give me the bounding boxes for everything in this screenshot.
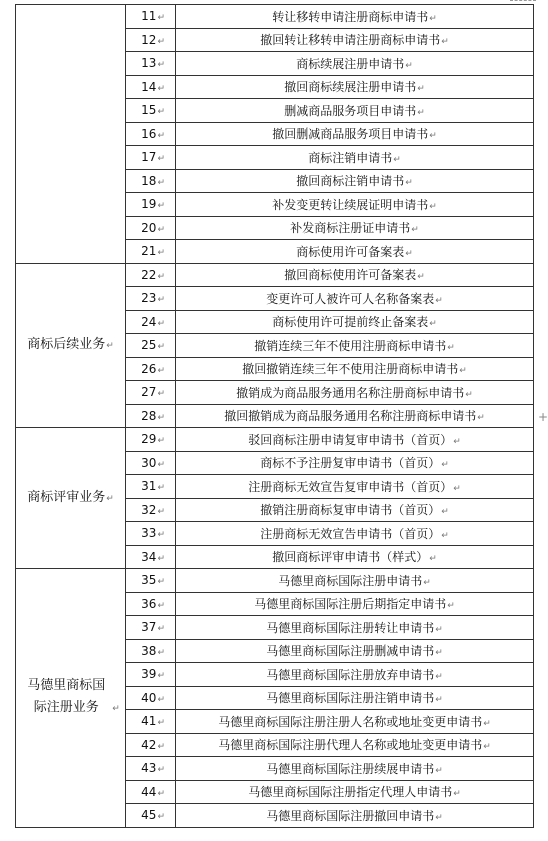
paragraph-mark: ↵ — [423, 577, 431, 588]
paragraph-mark: ↵ — [157, 224, 165, 235]
row-number: 42 — [141, 737, 157, 752]
form-name: 撤销注册商标复审申请书（首页） — [260, 503, 441, 518]
paragraph-mark: ↵ — [453, 436, 461, 447]
form-name-cell — [176, 663, 534, 687]
paragraph-mark: ↵ — [157, 60, 165, 71]
row-number: 32 — [141, 502, 157, 517]
row-number-cell — [126, 428, 176, 452]
form-name: 马德里商标国际注册注销申请书 — [266, 691, 435, 706]
paragraph-mark: ↵ — [157, 13, 165, 24]
table-row — [16, 428, 534, 452]
paragraph-mark: ↵ — [157, 788, 165, 799]
row-number: 28 — [141, 408, 157, 423]
table-row — [16, 569, 534, 593]
paragraph-mark: ↵ — [429, 131, 437, 142]
paragraph-mark: ↵ — [435, 765, 443, 776]
form-name: 撤回商标使用许可备案表 — [284, 268, 417, 283]
form-name: 马德里商标国际注册续展申请书 — [266, 761, 435, 776]
paragraph-mark: ↵ — [112, 704, 120, 715]
form-name: 马德里商标国际注册代理人名称或地址变更申请书 — [218, 738, 483, 753]
paragraph-mark: ↵ — [157, 201, 165, 212]
paragraph-mark: ↵ — [417, 272, 425, 283]
form-name: 商标使用许可提前终止备案表 — [272, 315, 429, 330]
row-number: 38 — [141, 643, 157, 658]
paragraph-mark: ↵ — [393, 154, 401, 165]
application-form-table — [15, 4, 534, 828]
row-number: 17 — [141, 150, 157, 165]
paragraph-mark: ↵ — [157, 248, 165, 259]
row-number-cell — [126, 569, 176, 593]
row-number: 20 — [141, 220, 157, 235]
row-number-cell — [126, 522, 176, 546]
paragraph-mark: ↵ — [157, 83, 165, 94]
paragraph-mark: ↵ — [429, 13, 437, 24]
row-number-cell — [126, 804, 176, 828]
form-name-cell — [176, 616, 534, 640]
form-name-cell — [176, 404, 534, 428]
paragraph-mark: ↵ — [157, 694, 165, 705]
paragraph-mark: ↵ — [441, 37, 449, 48]
paragraph-mark: ↵ — [106, 340, 114, 351]
row-number-cell — [126, 733, 176, 757]
paragraph-mark: ↵ — [441, 460, 449, 471]
paragraph-mark: ↵ — [157, 154, 165, 165]
paragraph-mark: ↵ — [157, 436, 165, 447]
row-number: 39 — [141, 667, 157, 682]
form-name-cell — [176, 169, 534, 193]
paragraph-mark: ↵ — [435, 648, 443, 659]
paragraph-mark: ↵ — [157, 483, 165, 494]
form-name-cell — [176, 780, 534, 804]
paragraph-mark: ↵ — [447, 342, 455, 353]
row-number-cell — [126, 475, 176, 499]
category-label: 马德里商标国际注册业务 — [27, 678, 106, 716]
paragraph-mark: ↵ — [157, 812, 165, 823]
form-name: 商标续展注册申请书 — [296, 56, 405, 71]
row-number-cell — [126, 686, 176, 710]
row-number-cell — [126, 334, 176, 358]
paragraph-mark: ↵ — [453, 789, 461, 800]
paragraph-mark: ↵ — [157, 295, 165, 306]
paragraph-mark: ↵ — [157, 553, 165, 564]
form-name: 撤回撤销连续三年不使用注册商标申请书 — [242, 362, 459, 377]
table-row — [16, 5, 534, 29]
form-name-cell — [176, 686, 534, 710]
paragraph-mark: ↵ — [435, 624, 443, 635]
form-name: 撤回商标注销申请书 — [296, 174, 405, 189]
row-number: 12 — [141, 32, 157, 47]
row-number-cell — [126, 240, 176, 264]
paragraph-mark: ↵ — [459, 366, 467, 377]
form-name-cell — [176, 522, 534, 546]
row-number: 40 — [141, 690, 157, 705]
row-number: 18 — [141, 173, 157, 188]
paragraph-mark: ↵ — [157, 459, 165, 470]
paragraph-mark: ↵ — [157, 741, 165, 752]
form-name: 商标使用许可备案表 — [296, 244, 405, 259]
row-number: 19 — [141, 197, 157, 212]
form-name: 撤销成为商品服务通用名称注册商标申请书 — [236, 385, 465, 400]
paragraph-mark: ↵ — [157, 365, 165, 376]
form-name: 商标不予注册复审申请书（首页） — [260, 456, 441, 471]
row-number-cell — [126, 193, 176, 217]
paragraph-mark: ↵ — [157, 177, 165, 188]
form-name: 撤回删减商品服务项目申请书 — [272, 127, 429, 142]
form-name-cell — [176, 216, 534, 240]
row-number-cell — [126, 5, 176, 29]
paragraph-mark: ↵ — [157, 412, 165, 423]
form-name: 驳回商标注册申请复审申请书（首页） — [248, 432, 453, 447]
row-number-cell — [126, 52, 176, 76]
paragraph-mark: ↵ — [411, 225, 419, 236]
category-label: 商标后续业务 — [27, 336, 106, 352]
form-name-cell — [176, 545, 534, 569]
row-number-cell — [126, 498, 176, 522]
form-name-cell — [176, 75, 534, 99]
form-name-cell — [176, 733, 534, 757]
form-name: 补发变更转让续展证明申请书 — [272, 197, 429, 212]
form-name-cell — [176, 710, 534, 734]
paragraph-mark: ↵ — [157, 271, 165, 282]
category-label: 商标评审业务 — [27, 489, 106, 505]
form-name: 马德里商标国际注册注册人名称或地址变更申请书 — [218, 714, 483, 729]
page-edge-mark — [510, 0, 536, 2]
form-name-cell — [176, 357, 534, 381]
paragraph-mark: ↵ — [157, 671, 165, 682]
form-name: 撤回商标续展注册申请书 — [284, 80, 417, 95]
form-name: 马德里商标国际注册转让申请书 — [266, 620, 435, 635]
paragraph-mark: ↵ — [157, 342, 165, 353]
row-number: 26 — [141, 361, 157, 376]
paragraph-mark: ↵ — [405, 60, 413, 71]
row-number-cell — [126, 451, 176, 475]
row-number: 25 — [141, 338, 157, 353]
paragraph-mark: ↵ — [157, 36, 165, 47]
form-name: 转让移转申请注册商标申请书 — [272, 9, 429, 24]
row-number: 29 — [141, 432, 157, 447]
form-name-cell — [176, 498, 534, 522]
form-name: 马德里商标国际注册删减申请书 — [266, 644, 435, 659]
form-name: 马德里商标国际注册撤回申请书 — [266, 808, 435, 823]
form-name-cell — [176, 475, 534, 499]
form-name-cell — [176, 310, 534, 334]
paragraph-mark: ↵ — [405, 178, 413, 189]
form-name-cell — [176, 569, 534, 593]
row-number: 14 — [141, 79, 157, 94]
paragraph-mark: ↵ — [157, 530, 165, 541]
row-number: 43 — [141, 761, 157, 776]
paragraph-mark: ↵ — [157, 577, 165, 588]
category-cell — [16, 5, 126, 264]
row-number-cell — [126, 381, 176, 405]
paragraph-mark: ↵ — [405, 248, 413, 259]
paragraph-mark: ↵ — [157, 318, 165, 329]
form-name-cell — [176, 381, 534, 405]
paragraph-mark: ↵ — [157, 600, 165, 611]
row-number: 15 — [141, 103, 157, 118]
row-number: 13 — [141, 56, 157, 71]
row-number: 16 — [141, 126, 157, 141]
form-name-cell — [176, 451, 534, 475]
form-name-cell — [176, 804, 534, 828]
paragraph-mark: ↵ — [435, 812, 443, 823]
row-number-cell — [126, 663, 176, 687]
form-name-cell — [176, 122, 534, 146]
form-name: 撤回撤销成为商品服务通用名称注册商标申请书 — [224, 409, 477, 424]
form-name-cell — [176, 592, 534, 616]
paragraph-mark: ↵ — [157, 624, 165, 635]
row-number-cell — [126, 28, 176, 52]
form-name-cell — [176, 287, 534, 311]
row-number-cell — [126, 404, 176, 428]
form-name-cell — [176, 5, 534, 29]
paragraph-mark: ↵ — [157, 130, 165, 141]
form-name-cell — [176, 28, 534, 52]
row-number: 24 — [141, 314, 157, 329]
row-number: 11 — [141, 9, 157, 24]
paragraph-mark: ↵ — [483, 742, 491, 753]
form-name: 注册商标无效宣告申请书（首页） — [260, 526, 441, 541]
paragraph-mark: ↵ — [441, 507, 449, 518]
form-name: 撤销连续三年不使用注册商标申请书 — [254, 338, 447, 353]
paragraph-mark: ↵ — [157, 107, 165, 118]
row-number-cell — [126, 287, 176, 311]
paragraph-mark: ↵ — [417, 107, 425, 118]
paragraph-mark: ↵ — [465, 389, 473, 400]
form-name: 马德里商标国际注册后期指定申请书 — [254, 597, 447, 612]
paragraph-mark: ↵ — [157, 765, 165, 776]
row-number-cell — [126, 122, 176, 146]
form-name-cell — [176, 428, 534, 452]
row-number: 37 — [141, 620, 157, 635]
row-number-cell — [126, 639, 176, 663]
row-number-cell — [126, 616, 176, 640]
category-cell — [16, 569, 126, 828]
row-number: 44 — [141, 784, 157, 799]
row-number: 31 — [141, 479, 157, 494]
row-number: 41 — [141, 714, 157, 729]
form-name: 马德里商标国际注册申请书 — [278, 573, 423, 588]
row-number-cell — [126, 545, 176, 569]
row-number: 35 — [141, 573, 157, 588]
row-number: 30 — [141, 455, 157, 470]
row-number-cell — [126, 263, 176, 287]
paragraph-mark: ↵ — [417, 84, 425, 95]
paragraph-mark: ↵ — [453, 483, 461, 494]
row-number: 22 — [141, 267, 157, 282]
row-number: 45 — [141, 808, 157, 823]
row-number-cell — [126, 75, 176, 99]
form-name: 撤回商标评审申请书（样式） — [272, 550, 429, 565]
paragraph-mark: ↵ — [429, 319, 437, 330]
table-body — [16, 5, 534, 828]
row-number: 21 — [141, 244, 157, 259]
form-name: 马德里商标国际注册放弃申请书 — [266, 667, 435, 682]
form-name: 变更许可人被许可人名称备案表 — [266, 291, 435, 306]
form-name-cell — [176, 263, 534, 287]
row-number-cell — [126, 592, 176, 616]
form-name-cell — [176, 52, 534, 76]
paragraph-mark: ↵ — [157, 506, 165, 517]
row-number-cell — [126, 757, 176, 781]
paragraph-mark: ↵ — [435, 671, 443, 682]
form-name-cell — [176, 99, 534, 123]
row-number-cell — [126, 310, 176, 334]
paragraph-mark: ↵ — [483, 718, 491, 729]
paragraph-mark: ↵ — [157, 718, 165, 729]
form-name: 商标注销申请书 — [308, 150, 393, 165]
row-number-cell — [126, 169, 176, 193]
form-name: 撤回转让移转申请注册商标申请书 — [260, 33, 441, 48]
paragraph-mark: ↵ — [157, 647, 165, 658]
paragraph-mark: ↵ — [477, 413, 485, 424]
paragraph-mark: ↵ — [106, 493, 114, 504]
form-name-cell — [176, 146, 534, 170]
form-name: 补发商标注册证申请书 — [290, 221, 411, 236]
form-name-cell — [176, 240, 534, 264]
form-name: 删减商品服务项目申请书 — [284, 103, 417, 118]
form-name-cell — [176, 639, 534, 663]
form-name-cell — [176, 757, 534, 781]
paragraph-mark: ↵ — [435, 695, 443, 706]
row-number-cell — [126, 216, 176, 240]
row-number-cell — [126, 99, 176, 123]
row-number: 23 — [141, 291, 157, 306]
row-number: 27 — [141, 385, 157, 400]
paragraph-mark: ↵ — [157, 389, 165, 400]
form-name: 马德里商标国际注册指定代理人申请书 — [248, 785, 453, 800]
category-cell — [16, 428, 126, 569]
paragraph-mark: ↵ — [429, 554, 437, 565]
row-number-cell — [126, 780, 176, 804]
side-plus-mark: + — [538, 410, 548, 424]
form-name: 注册商标无效宣告复审申请书（首页） — [248, 479, 453, 494]
row-number: 33 — [141, 526, 157, 541]
paragraph-mark: ↵ — [435, 295, 443, 306]
category-cell — [16, 263, 126, 428]
paragraph-mark: ↵ — [429, 201, 437, 212]
row-number-cell — [126, 710, 176, 734]
paragraph-mark: ↵ — [441, 530, 449, 541]
paragraph-mark: ↵ — [447, 601, 455, 612]
row-number: 34 — [141, 549, 157, 564]
form-name-cell — [176, 334, 534, 358]
form-name-cell — [176, 193, 534, 217]
row-number: 36 — [141, 596, 157, 611]
table-row — [16, 263, 534, 287]
row-number-cell — [126, 146, 176, 170]
row-number-cell — [126, 357, 176, 381]
